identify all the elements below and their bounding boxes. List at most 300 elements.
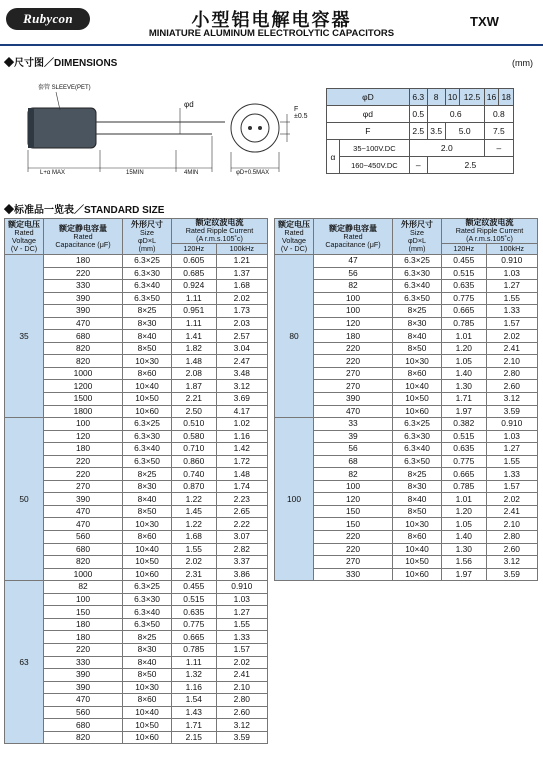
- size-cell: 6.3×30: [393, 430, 442, 443]
- ripple-120hz-cell: 0.775: [172, 618, 217, 631]
- ripple-120hz-cell: 1.55: [172, 543, 217, 556]
- ripple-120hz-cell: 0.785: [442, 480, 487, 493]
- size-cell: 6.3×25: [123, 418, 172, 431]
- size-cell: 10×30: [123, 681, 172, 694]
- capacitance-cell: 270: [44, 480, 123, 493]
- ripple-100khz-cell: 1.27: [216, 606, 267, 619]
- table-row: [275, 305, 538, 318]
- size-cell: 6.3×50: [393, 455, 442, 468]
- table-row: [275, 480, 538, 493]
- ripple-100khz-cell: 2.10: [486, 355, 537, 368]
- capacitance-cell: 220: [314, 342, 393, 355]
- ripple-100khz-cell: 3.59: [486, 568, 537, 581]
- table-row: [275, 367, 538, 380]
- ripple-120hz-cell: 2.15: [172, 731, 217, 744]
- capacitance-cell: 180: [44, 631, 123, 644]
- ripple-120hz-cell: 1.48: [172, 355, 217, 368]
- ripple-100khz-cell: 2.60: [486, 380, 537, 393]
- capacitance-cell: 390: [44, 493, 123, 506]
- ripple-120hz-cell: 1.56: [442, 556, 487, 569]
- ripple-120hz-cell: 1.05: [442, 355, 487, 368]
- ripple-120hz-cell: 1.68: [172, 531, 217, 544]
- ripple-120hz-cell: 1.30: [442, 380, 487, 393]
- table-row: [275, 518, 538, 531]
- size-cell: 6.3×30: [123, 267, 172, 280]
- ripple-100khz-cell: 3.12: [486, 556, 537, 569]
- capacitance-cell: 220: [44, 468, 123, 481]
- ripple-120hz-cell: 0.710: [172, 443, 217, 456]
- col-voltage: 额定电压 Rated Voltage (V - DC): [5, 219, 44, 255]
- ripple-120hz-cell: 0.924: [172, 280, 217, 293]
- capacitor-body: [28, 108, 96, 148]
- standard-table-left: [4, 218, 268, 744]
- capacitance-cell: 120: [314, 317, 393, 330]
- series-code: TXW: [470, 14, 499, 29]
- ripple-100khz-cell: 1.42: [216, 443, 267, 456]
- capacitance-cell: 390: [44, 292, 123, 305]
- capacitance-cell: 820: [44, 731, 123, 744]
- ripple-120hz-cell: 1.82: [172, 342, 217, 355]
- dimension-drawing: [0, 70, 320, 185]
- capacitance-cell: 180: [44, 443, 123, 456]
- table-row: [275, 330, 538, 343]
- ripple-120hz-cell: 1.87: [172, 380, 217, 393]
- size-cell: 6.3×25: [393, 255, 442, 268]
- capacitance-cell: 220: [314, 531, 393, 544]
- ripple-120hz-cell: 2.50: [172, 405, 217, 418]
- table-row: [275, 418, 538, 431]
- ripple-120hz-cell: 0.455: [172, 581, 217, 594]
- table-row: [275, 505, 538, 518]
- table-row: [5, 330, 268, 343]
- table-row: [5, 480, 268, 493]
- ripple-100khz-cell: 0.910: [486, 255, 537, 268]
- ripple-100khz-cell: 2.82: [216, 543, 267, 556]
- capacitance-cell: 150: [44, 606, 123, 619]
- table-row: [275, 493, 538, 506]
- size-cell: 10×30: [393, 518, 442, 531]
- ripple-120hz-cell: 1.45: [172, 505, 217, 518]
- ripple-120hz-cell: 0.665: [172, 631, 217, 644]
- ripple-120hz-cell: 0.740: [172, 468, 217, 481]
- ripple-100khz-cell: 2.80: [486, 367, 537, 380]
- unit-label: (mm): [512, 58, 533, 68]
- ripple-100khz-cell: 0.910: [486, 418, 537, 431]
- capacitance-cell: 120: [44, 430, 123, 443]
- table-row: [5, 380, 268, 393]
- standard-table-left-body: [5, 255, 268, 744]
- ripple-100khz-cell: 1.57: [486, 480, 537, 493]
- ripple-100khz-cell: 1.55: [486, 455, 537, 468]
- capacitance-cell: 470: [44, 694, 123, 707]
- dim-row-D: [327, 89, 514, 106]
- ripple-120hz-cell: 1.32: [172, 669, 217, 682]
- voltage-cell: 100: [275, 418, 314, 581]
- dim-cell: 8: [427, 89, 445, 106]
- size-cell: 8×30: [393, 480, 442, 493]
- ripple-100khz-cell: 2.60: [216, 706, 267, 719]
- ripple-100khz-cell: 1.33: [216, 631, 267, 644]
- capacitance-cell: 330: [44, 280, 123, 293]
- size-cell: 10×60: [393, 405, 442, 418]
- ripple-100khz-cell: 2.41: [486, 342, 537, 355]
- voltage-cell: 63: [5, 581, 44, 744]
- table-row: [275, 405, 538, 418]
- ripple-100khz-cell: 2.10: [486, 518, 537, 531]
- dim-cell: 16: [484, 89, 499, 106]
- ripple-120hz-cell: 0.605: [172, 255, 217, 268]
- ripple-100khz-cell: 3.59: [486, 405, 537, 418]
- ripple-100khz-cell: 2.41: [486, 505, 537, 518]
- ripple-100khz-cell: 1.03: [216, 593, 267, 606]
- table-row: [275, 342, 538, 355]
- table-row: [5, 418, 268, 431]
- ripple-100khz-cell: 1.55: [486, 292, 537, 305]
- size-cell: 8×25: [393, 468, 442, 481]
- standard-table-right: [274, 218, 538, 581]
- dim-cell: –: [484, 140, 513, 157]
- voltage-cell: 80: [275, 255, 314, 418]
- dim-label: φD: [327, 89, 410, 106]
- ripple-100khz-cell: 1.33: [486, 305, 537, 318]
- capacitance-cell: 100: [314, 305, 393, 318]
- ripple-100khz-cell: 2.02: [216, 292, 267, 305]
- ripple-120hz-cell: 0.635: [442, 280, 487, 293]
- size-cell: 10×50: [123, 719, 172, 732]
- dim-cell: 3.5: [427, 123, 445, 140]
- size-cell: 10×40: [123, 380, 172, 393]
- ripple-100khz-cell: 3.37: [216, 556, 267, 569]
- dim-cell: 0.6: [427, 106, 484, 123]
- capacitance-cell: 150: [314, 518, 393, 531]
- ripple-100khz-cell: 2.10: [216, 681, 267, 694]
- table-row: [5, 669, 268, 682]
- capacitance-cell: 82: [44, 581, 123, 594]
- table-row: [5, 593, 268, 606]
- ripple-100khz-cell: 1.57: [216, 643, 267, 656]
- col-capacitance: 额定静电容量 Rated Capacitance (μF): [314, 219, 393, 255]
- table-row: [275, 267, 538, 280]
- end-view-outer: [231, 104, 279, 152]
- end-view-inner: [241, 114, 269, 142]
- ripple-100khz-cell: 2.80: [216, 694, 267, 707]
- table-row: [275, 568, 538, 581]
- ripple-100khz-cell: 2.02: [486, 493, 537, 506]
- ripple-120hz-cell: 2.02: [172, 556, 217, 569]
- table-row: [5, 317, 268, 330]
- table-row: [5, 393, 268, 406]
- capacitance-cell: 680: [44, 543, 123, 556]
- dim-alpha-label: α: [327, 140, 340, 174]
- size-cell: 10×60: [123, 405, 172, 418]
- capacitance-cell: 270: [314, 367, 393, 380]
- capacitance-cell: 220: [44, 267, 123, 280]
- capacitance-cell: 150: [314, 505, 393, 518]
- size-cell: 8×40: [393, 493, 442, 506]
- capacitance-cell: 47: [314, 255, 393, 268]
- ripple-120hz-cell: 0.515: [442, 430, 487, 443]
- col-ripple: 额定纹波电流 Rated Ripple Current (A r.m.s.105˚c): [442, 219, 538, 244]
- capacitance-cell: 330: [44, 656, 123, 669]
- capacitance-cell: 180: [44, 618, 123, 631]
- ripple-100khz-cell: 2.47: [216, 355, 267, 368]
- ripple-100khz-cell: 3.48: [216, 367, 267, 380]
- table-row: [5, 618, 268, 631]
- capacitance-cell: 56: [314, 443, 393, 456]
- capacitance-cell: 680: [44, 330, 123, 343]
- size-cell: 6.3×25: [123, 255, 172, 268]
- table-row: [5, 643, 268, 656]
- ripple-120hz-cell: 2.08: [172, 367, 217, 380]
- table-row: [275, 556, 538, 569]
- capacitance-cell: 180: [44, 255, 123, 268]
- ripple-100khz-cell: 2.03: [216, 317, 267, 330]
- table-row: [5, 731, 268, 744]
- table-row: [275, 430, 538, 443]
- ripple-120hz-cell: 2.31: [172, 568, 217, 581]
- standard-table-right-body: [275, 255, 538, 581]
- dim-cell: 2.0: [409, 140, 484, 157]
- ripple-100khz-cell: 1.27: [486, 280, 537, 293]
- ripple-120hz-cell: 1.01: [442, 493, 487, 506]
- ripple-100khz-cell: 3.07: [216, 531, 267, 544]
- ripple-120hz-cell: 0.635: [172, 606, 217, 619]
- ripple-100khz-cell: 2.02: [486, 330, 537, 343]
- size-cell: 8×60: [123, 531, 172, 544]
- dim-cell: –: [409, 157, 427, 174]
- capacitance-cell: 100: [44, 593, 123, 606]
- ripple-100khz-cell: 3.12: [486, 393, 537, 406]
- size-cell: 10×30: [123, 518, 172, 531]
- col-ripple: 额定纹波电流 Rated Ripple Current (A r.m.s.105˚c): [172, 219, 268, 244]
- ripple-120hz-cell: 0.510: [172, 418, 217, 431]
- ripple-100khz-cell: 1.03: [486, 430, 537, 443]
- capacitance-cell: 270: [314, 556, 393, 569]
- dim-cell: 6.3: [409, 89, 427, 106]
- length-label: L+α MAX: [40, 170, 65, 176]
- ripple-100khz-cell: 1.37: [216, 267, 267, 280]
- ripple-120hz-cell: 1.40: [442, 531, 487, 544]
- capacitance-cell: 1500: [44, 393, 123, 406]
- capacitor-end: [28, 108, 34, 148]
- phi-D-label: φD+0.5MAX: [236, 170, 270, 176]
- size-cell: 6.3×25: [123, 581, 172, 594]
- dim-row-alpha2: [327, 157, 514, 174]
- ripple-120hz-cell: 1.20: [442, 342, 487, 355]
- table-row: [5, 518, 268, 531]
- capacitance-cell: 1800: [44, 405, 123, 418]
- ripple-120hz-cell: 2.21: [172, 393, 217, 406]
- size-cell: 8×60: [123, 694, 172, 707]
- table-row: [5, 468, 268, 481]
- dim-cell: 0.5: [409, 106, 427, 123]
- size-cell: 8×50: [393, 342, 442, 355]
- voltage-cell: 35: [5, 255, 44, 418]
- ripple-120hz-cell: 1.11: [172, 317, 217, 330]
- ripple-100khz-cell: 1.55: [216, 618, 267, 631]
- size-cell: 10×60: [123, 568, 172, 581]
- ripple-100khz-cell: 2.02: [216, 656, 267, 669]
- ripple-120hz-cell: 1.40: [442, 367, 487, 380]
- size-cell: 6.3×30: [123, 593, 172, 606]
- phi-d-label: φd: [184, 100, 194, 109]
- dimension-table: [326, 88, 514, 174]
- table-row: [5, 556, 268, 569]
- ripple-120hz-cell: 0.775: [442, 455, 487, 468]
- ripple-120hz-cell: 0.860: [172, 455, 217, 468]
- ripple-120hz-cell: 1.22: [172, 493, 217, 506]
- capacitance-cell: 470: [314, 405, 393, 418]
- size-cell: 6.3×30: [123, 430, 172, 443]
- ripple-120hz-cell: 0.580: [172, 430, 217, 443]
- size-cell: 10×40: [123, 706, 172, 719]
- dim-cell: 7.5: [484, 123, 513, 140]
- table-row: [5, 581, 268, 594]
- capacitance-cell: 390: [44, 305, 123, 318]
- dim-cell: 5.0: [445, 123, 484, 140]
- ripple-100khz-cell: 2.60: [486, 543, 537, 556]
- table-row: [5, 367, 268, 380]
- ripple-100khz-cell: 2.41: [216, 669, 267, 682]
- capacitance-cell: 560: [44, 706, 123, 719]
- size-cell: 8×40: [123, 656, 172, 669]
- ripple-100khz-cell: 1.16: [216, 430, 267, 443]
- sleeve-label: 套管 SLEEVE(PET): [38, 85, 91, 91]
- table-row: [275, 280, 538, 293]
- ripple-100khz-cell: 1.21: [216, 255, 267, 268]
- size-cell: 8×30: [393, 317, 442, 330]
- size-cell: 8×40: [123, 493, 172, 506]
- ripple-120hz-cell: 1.01: [442, 330, 487, 343]
- capacitance-cell: 220: [44, 455, 123, 468]
- ripple-120hz-cell: 1.97: [442, 568, 487, 581]
- size-cell: 6.3×25: [393, 418, 442, 431]
- ripple-100khz-cell: 1.03: [486, 267, 537, 280]
- size-cell: 6.3×40: [393, 280, 442, 293]
- table-row: [275, 255, 538, 268]
- capacitance-cell: 270: [314, 380, 393, 393]
- ripple-100khz-cell: 1.33: [486, 468, 537, 481]
- capacitance-cell: 220: [314, 355, 393, 368]
- ripple-100khz-cell: 1.74: [216, 480, 267, 493]
- dim-cell: 2.5: [427, 157, 513, 174]
- dim-cell: 2.5: [409, 123, 427, 140]
- size-cell: 8×25: [123, 468, 172, 481]
- ripple-100khz-cell: 3.69: [216, 393, 267, 406]
- capacitance-cell: 470: [44, 505, 123, 518]
- size-cell: 6.3×40: [123, 606, 172, 619]
- table-row: [5, 292, 268, 305]
- table-row: [5, 606, 268, 619]
- col-100khz: 100kHz: [216, 244, 267, 255]
- f-label: F ±0.5: [294, 106, 308, 120]
- ripple-100khz-cell: 1.48: [216, 468, 267, 481]
- capacitance-cell: 56: [314, 267, 393, 280]
- ripple-100khz-cell: 3.12: [216, 719, 267, 732]
- ripple-100khz-cell: 3.04: [216, 342, 267, 355]
- ripple-120hz-cell: 0.455: [442, 255, 487, 268]
- size-cell: 10×60: [123, 731, 172, 744]
- size-cell: 10×40: [393, 380, 442, 393]
- ripple-120hz-cell: 1.16: [172, 681, 217, 694]
- table-row: [275, 468, 538, 481]
- table-row: [5, 656, 268, 669]
- ripple-100khz-cell: 1.68: [216, 280, 267, 293]
- size-cell: 6.3×40: [123, 280, 172, 293]
- ripple-120hz-cell: 1.30: [442, 543, 487, 556]
- capacitance-cell: 820: [44, 342, 123, 355]
- ripple-120hz-cell: 1.05: [442, 518, 487, 531]
- capacitance-cell: 1200: [44, 380, 123, 393]
- ripple-100khz-cell: 2.22: [216, 518, 267, 531]
- ripple-100khz-cell: 3.86: [216, 568, 267, 581]
- dim-cell: 12.5: [460, 89, 485, 106]
- ripple-100khz-cell: 3.12: [216, 380, 267, 393]
- ripple-120hz-cell: 1.11: [172, 292, 217, 305]
- ripple-100khz-cell: 1.73: [216, 305, 267, 318]
- ripple-120hz-cell: 0.515: [442, 267, 487, 280]
- size-cell: 8×50: [393, 505, 442, 518]
- capacitance-cell: 82: [314, 280, 393, 293]
- ripple-100khz-cell: 2.57: [216, 330, 267, 343]
- ripple-100khz-cell: 2.65: [216, 505, 267, 518]
- size-cell: 6.3×50: [123, 618, 172, 631]
- size-cell: 8×60: [123, 367, 172, 380]
- size-cell: 8×25: [123, 631, 172, 644]
- table-row: [5, 694, 268, 707]
- capacitance-cell: 100: [44, 418, 123, 431]
- dim-cell: 10: [445, 89, 460, 106]
- ripple-100khz-cell: 3.59: [216, 731, 267, 744]
- standard-section-title: ◆标准品一览表／STANDARD SIZE: [4, 205, 165, 216]
- table-row: [275, 393, 538, 406]
- table-row: [275, 531, 538, 544]
- capacitance-cell: 1000: [44, 568, 123, 581]
- dim-label: 35~100V.DC: [340, 140, 410, 157]
- capacitance-cell: 820: [44, 355, 123, 368]
- size-cell: 6.3×30: [393, 267, 442, 280]
- ripple-120hz-cell: 1.11: [172, 656, 217, 669]
- table-row: [5, 455, 268, 468]
- dim-row-alpha1: [327, 140, 514, 157]
- page-title-en: MINIATURE ALUMINUM ELECTROLYTIC CAPACITORS: [148, 28, 395, 39]
- ripple-120hz-cell: 0.785: [172, 643, 217, 656]
- table-row: [275, 380, 538, 393]
- size-cell: 10×40: [393, 543, 442, 556]
- size-cell: 8×25: [393, 305, 442, 318]
- size-cell: 10×60: [393, 568, 442, 581]
- size-cell: 10×50: [393, 556, 442, 569]
- ripple-100khz-cell: 1.57: [486, 317, 537, 330]
- table-row: [5, 505, 268, 518]
- ripple-120hz-cell: 0.951: [172, 305, 217, 318]
- ripple-120hz-cell: 1.71: [442, 393, 487, 406]
- table-row: [275, 443, 538, 456]
- size-cell: 8×40: [123, 330, 172, 343]
- table-row: [5, 255, 268, 268]
- size-cell: 8×50: [123, 342, 172, 355]
- capacitance-cell: 220: [44, 643, 123, 656]
- table-row: [5, 631, 268, 644]
- ripple-100khz-cell: 1.02: [216, 418, 267, 431]
- brand-logo: Rubycon: [6, 8, 90, 30]
- ripple-120hz-cell: 0.665: [442, 305, 487, 318]
- capacitance-cell: 82: [314, 468, 393, 481]
- dimensions-section-title: ◆尺寸图／DIMENSIONS: [4, 58, 118, 69]
- page-title-cn: 小型铝电解电容器: [191, 10, 352, 30]
- col-120hz: 120Hz: [172, 244, 217, 255]
- col-120hz: 120Hz: [442, 244, 487, 255]
